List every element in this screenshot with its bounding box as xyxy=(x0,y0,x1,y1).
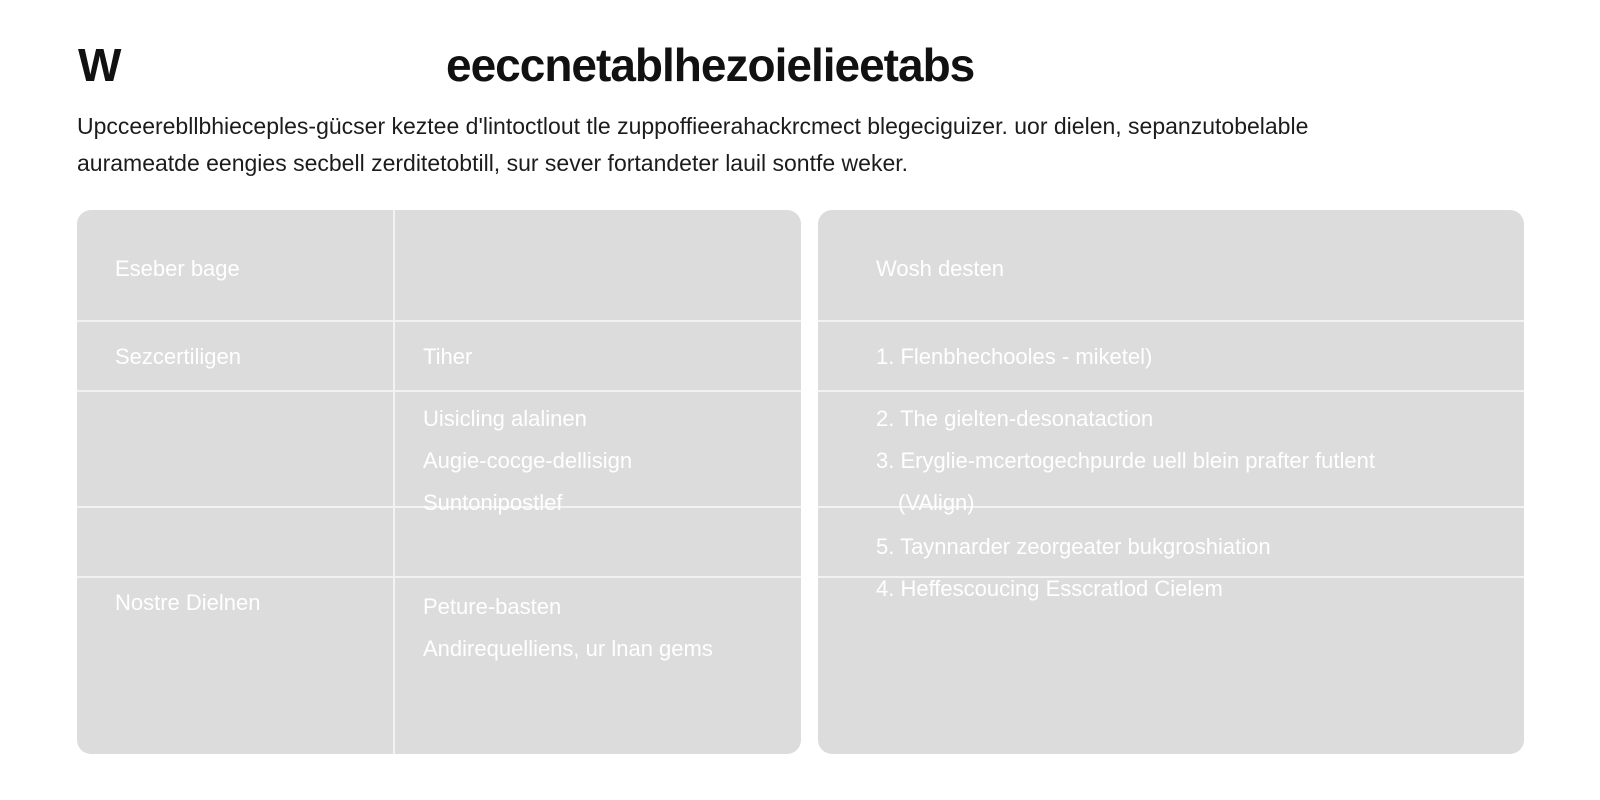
row-value-line: Uisicling alalinen xyxy=(423,406,587,431)
row-label: Nostre Dielnen xyxy=(115,590,261,615)
row-value xyxy=(423,336,472,378)
list-item: 2. The gielten-desonataction xyxy=(876,406,1154,431)
row-divider xyxy=(77,320,801,322)
table-header-cell: Wosh desten xyxy=(876,256,1005,281)
column-divider xyxy=(393,210,395,754)
table-header-cell: Eseber bage xyxy=(115,256,240,281)
row-divider xyxy=(818,390,1524,392)
row-value xyxy=(423,586,713,670)
row-divider xyxy=(818,320,1524,322)
intro-line-1: Upcceerebllbhieceples-gücser keztee d'lintoctlout tle zuppoffieerahackrcmect blegeciguizer. uor dielen, sepanzutobelable xyxy=(77,113,1309,139)
header-letter: W xyxy=(78,39,121,91)
left-table xyxy=(77,210,801,754)
right-table xyxy=(818,210,1524,754)
row-divider xyxy=(77,576,801,578)
row-value-line: Peture-basten xyxy=(423,594,562,619)
list-item: 1. Flenbhechooles - miketel) xyxy=(876,344,1153,369)
page-title: eeccnetablhezoielieetabs xyxy=(446,39,975,91)
list-item: 3. Eryglie-mcertogechpurde uell blein prafter futlent xyxy=(876,448,1375,473)
list-item: 5. Taynnarder zeorgeater bukgroshiation xyxy=(876,534,1271,559)
list-item: 4. Heffescoucing Esscratlod Cielem xyxy=(876,576,1223,601)
list-item-continuation: (VAlign) xyxy=(898,490,975,515)
intro-paragraph xyxy=(77,108,1537,182)
row-value-line: Tiher xyxy=(423,344,473,369)
row-value-line: Augie-cocge-dellisign xyxy=(423,448,633,473)
row-value xyxy=(423,398,632,524)
row-value-line: Andirequelliens, ur lnan gems xyxy=(423,636,713,661)
intro-line-2: aurameatde eengies secbell zerditetobtill, sur sever fortandeter lauil sontfe weker. xyxy=(77,150,909,176)
row-value-line: Suntonipostlef xyxy=(423,490,563,515)
row-divider xyxy=(77,390,801,392)
row-label: Sezcertiligen xyxy=(115,344,241,369)
